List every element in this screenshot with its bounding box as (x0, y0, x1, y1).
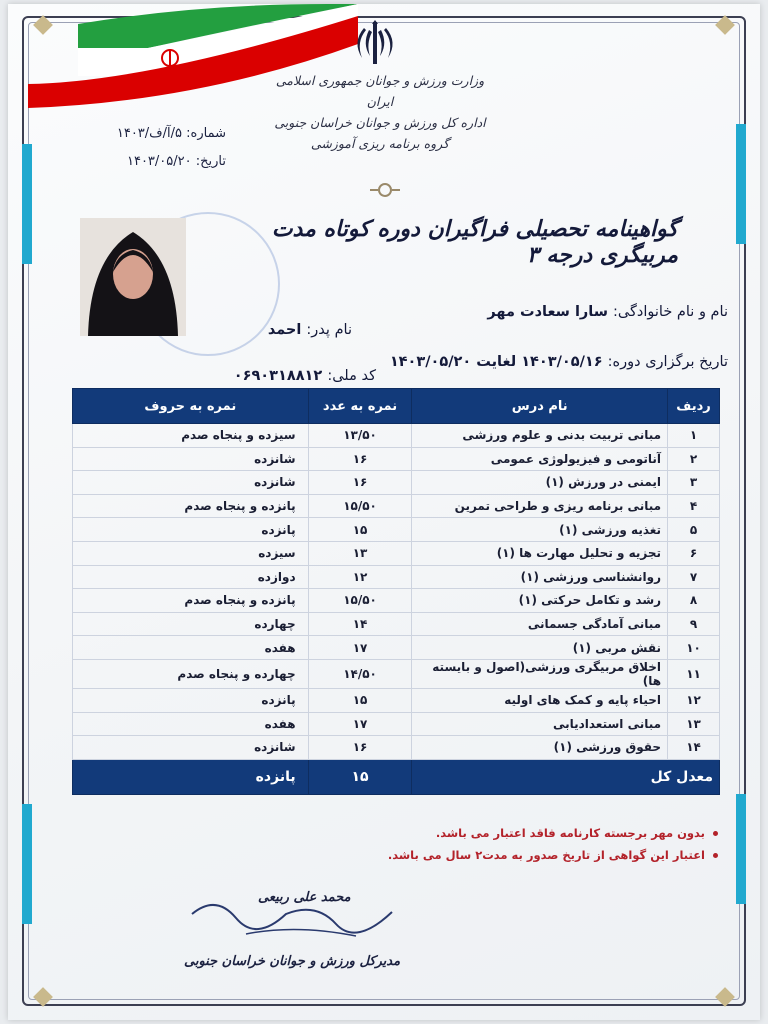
course-name: تجزیه و تحلیل مهارت ها (۱) (412, 541, 668, 565)
score-words: چهارده و پنجاه صدم (73, 659, 309, 688)
score-number: ۱۵/۵۰ (308, 589, 412, 613)
course-name: مبانی برنامه ریزی و طراحی تمرین (412, 494, 668, 518)
row-number: ۴ (668, 494, 720, 518)
header-course: نام درس (412, 389, 668, 424)
row-number: ۵ (668, 518, 720, 542)
row-number: ۱۴ (668, 736, 720, 760)
row-number: ۱۱ (668, 659, 720, 688)
row-number: ۶ (668, 541, 720, 565)
score-words: سیزده (73, 541, 309, 565)
course-name: مبانی آمادگی جسمانی (412, 612, 668, 636)
ornament-icon (368, 180, 402, 200)
score-number: ۱۶ (308, 736, 412, 760)
table-row (73, 712, 720, 736)
table-row (73, 636, 720, 660)
table-row (73, 447, 720, 471)
score-words: شانزده (73, 736, 309, 760)
reference-date (86, 148, 226, 176)
national-id-label: کد ملی: (327, 368, 376, 384)
score-words: دوازده (73, 565, 309, 589)
course-name: مبانی تربیت بدنی و علوم ورزشی (412, 424, 668, 448)
ministry-line-2: اداره کل ورزش و جوانان خراسان جنوبی (274, 115, 486, 130)
period-label: تاریخ برگزاری دوره: (607, 354, 728, 370)
score-words: هفده (73, 712, 309, 736)
ministry-line-1: وزارت ورزش و جوانان جمهوری اسلامی ایران (275, 73, 485, 109)
row-number: ۹ (668, 612, 720, 636)
score-number: ۱۲ (308, 565, 412, 589)
table-row (73, 589, 720, 613)
row-number: ۸ (668, 589, 720, 613)
grades-body (73, 424, 720, 760)
number-value: ۵/آ/ف/۱۴۰۳ (116, 126, 183, 141)
signatory-title: مدیرکل ورزش و جوانان خراسان جنوبی (184, 954, 401, 969)
score-number: ۱۷ (308, 712, 412, 736)
father-value: احمد (267, 322, 302, 338)
course-name: اخلاق مربیگری ورزشی(اصول و بایسته ها) (412, 659, 668, 688)
total-row (73, 759, 720, 794)
table-row (73, 541, 720, 565)
score-words: پانزده و پنجاه صدم (73, 494, 309, 518)
certificate-title: گواهینامه تحصیلی فراگیران دوره کوتاه مدت مربیگری درجه ۳ (271, 216, 678, 268)
score-number: ۱۳ (308, 541, 412, 565)
table-row (73, 471, 720, 495)
score-number: ۱۴/۵۰ (308, 659, 412, 688)
ministry-header (270, 70, 490, 154)
header-score-words: نمره به حروف (73, 389, 309, 424)
score-words: پانزده و پنجاه صدم (73, 589, 309, 613)
row-number: ۳ (668, 471, 720, 495)
name-field (487, 304, 728, 320)
reference-block (86, 120, 226, 176)
table-row (73, 565, 720, 589)
score-words: پانزده (73, 518, 309, 542)
course-name: احیاء پایه و کمک های اولیه (412, 688, 668, 712)
bullet-icon (713, 831, 718, 836)
total-score: ۱۵ (308, 759, 412, 794)
row-number: ۱ (668, 424, 720, 448)
course-name: تغذیه ورزشی (۱) (412, 518, 668, 542)
score-words: شانزده (73, 471, 309, 495)
date-value: ۱۴۰۳/۰۵/۲۰ (126, 154, 192, 169)
signatory-name: محمد علی ربیعی (258, 890, 351, 905)
course-name: نقش مربی (۱) (412, 636, 668, 660)
date-label: تاریخ: (195, 154, 226, 169)
score-words: هفده (73, 636, 309, 660)
note-text: اعتبار این گواهی از تاریخ صدور به مدت۲ سال می باشد. (387, 848, 705, 862)
name-label: نام و نام خانوادگی: (613, 304, 728, 320)
score-number: ۱۶ (308, 471, 412, 495)
father-field (268, 322, 352, 338)
father-label: نام پدر: (306, 322, 352, 338)
score-words: سیزده و پنجاه صدم (73, 424, 309, 448)
table-row (73, 688, 720, 712)
score-words: پانزده (73, 688, 309, 712)
course-name: رشد و تکامل حرکتی (۱) (412, 589, 668, 613)
note-text: بدون مهر برجسته کارنامه فاقد اعتبار می باشد. (435, 826, 705, 840)
table-row (73, 736, 720, 760)
reference-number (86, 120, 226, 148)
ministry-line-3: گروه برنامه ریزی آموزشی (310, 136, 450, 151)
course-name: ایمنی در ورزش (۱) (412, 471, 668, 495)
header-row-number: ردیف (668, 389, 720, 424)
course-name: روانشناسی ورزشی (۱) (412, 565, 668, 589)
left-accent-bar-bottom (22, 804, 32, 924)
note-item (308, 822, 718, 844)
row-number: ۱۰ (668, 636, 720, 660)
table-row (73, 612, 720, 636)
course-name: مبانی استعدادیابی (412, 712, 668, 736)
student-photo (80, 218, 186, 336)
right-accent-bar-bottom (736, 794, 746, 904)
number-label: شماره: (186, 126, 226, 141)
total-label: معدل کل (412, 759, 720, 794)
score-number: ۱۷ (308, 636, 412, 660)
row-number: ۲ (668, 447, 720, 471)
course-name: حقوق ورزشی (۱) (412, 736, 668, 760)
table-header-row (73, 389, 720, 424)
name-value: سارا سعادت مهر (487, 304, 608, 320)
certificate-sheet (8, 4, 760, 1020)
score-number: ۱۶ (308, 447, 412, 471)
table-row (73, 659, 720, 688)
period-field (390, 354, 728, 370)
left-accent-bar (22, 144, 32, 264)
bullet-icon (713, 853, 718, 858)
score-number: ۱۴ (308, 612, 412, 636)
row-number: ۱۲ (668, 688, 720, 712)
table-row (73, 518, 720, 542)
period-value: ۱۴۰۳/۰۵/۱۶ لغایت ۱۴۰۳/۰۵/۲۰ (389, 354, 603, 370)
header-score-number: نمره به عدد (308, 389, 412, 424)
score-words: شانزده (73, 447, 309, 471)
score-number: ۱۵/۵۰ (308, 494, 412, 518)
score-words: چهارده (73, 612, 309, 636)
national-id-value: ۰۶۹۰۳۱۸۸۱۲ (233, 368, 323, 384)
right-accent-bar (736, 124, 746, 244)
score-number: ۱۳/۵۰ (308, 424, 412, 448)
notes-block (308, 822, 718, 866)
row-number: ۱۳ (668, 712, 720, 736)
table-row (73, 424, 720, 448)
national-id-field (234, 368, 376, 384)
row-number: ۷ (668, 565, 720, 589)
signature-scribble-icon (186, 884, 396, 944)
national-emblem-icon (350, 20, 400, 70)
course-name: آناتومی و فیزیولوژی عمومی (412, 447, 668, 471)
score-number: ۱۵ (308, 518, 412, 542)
note-item (308, 844, 718, 866)
total-words: پانزده (73, 759, 309, 794)
table-row (73, 494, 720, 518)
score-number: ۱۵ (308, 688, 412, 712)
grades-table (72, 388, 720, 795)
